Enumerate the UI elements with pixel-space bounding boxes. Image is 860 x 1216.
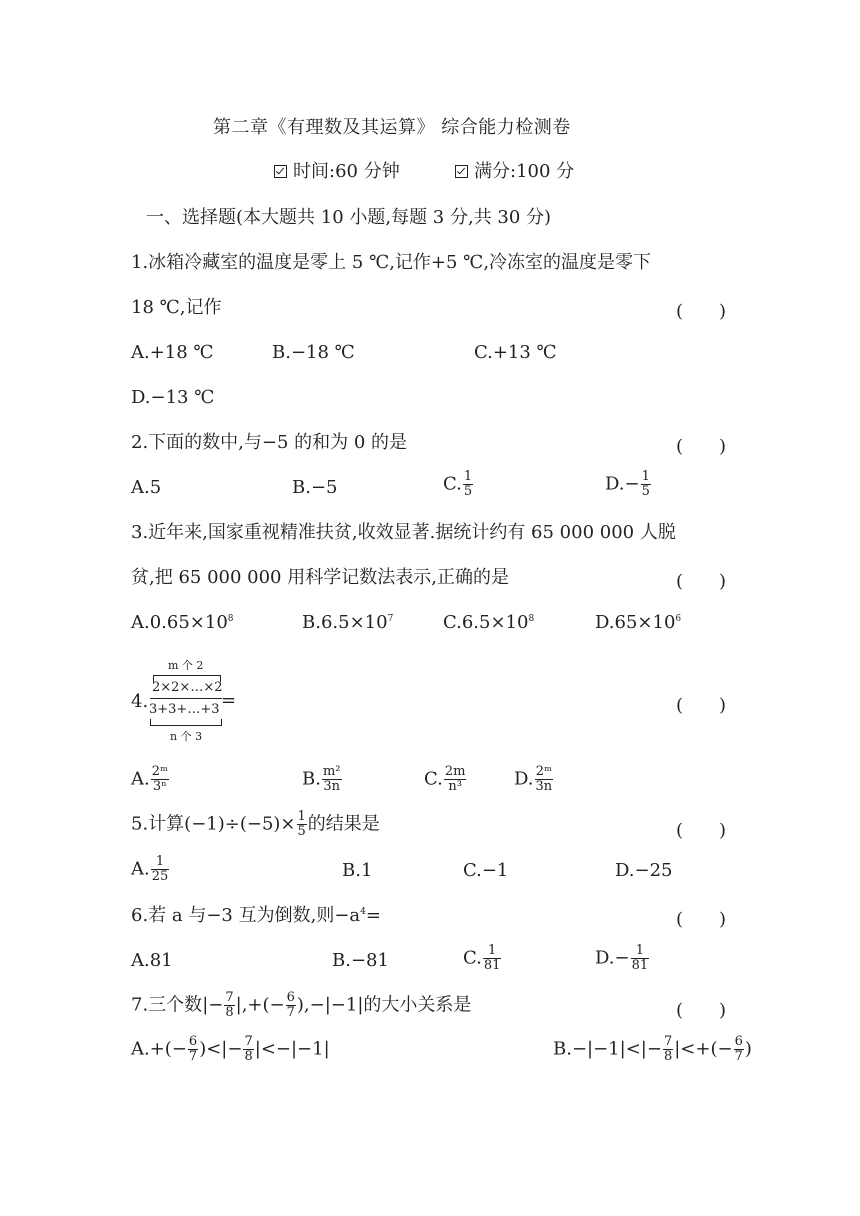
question-4-number: 4. [131, 691, 149, 712]
question-1-option-d: D.−13 ℃ [131, 387, 215, 408]
answer-blank: ( ) [676, 436, 727, 457]
question-3-stem-line2: 贫,把 65 000 000 用科学记数法表示,正确的是 [131, 567, 509, 588]
page-title: 第二章《有理数及其运算》 综合能力检测卷 [213, 117, 571, 138]
question-3-option-d: $D.65\times 10^6$ [595, 612, 682, 633]
answer-blank: ( ) [676, 820, 727, 841]
answer-blank: ( ) [676, 909, 727, 930]
score-info: 满分:100 分 [455, 161, 574, 183]
question-6-option-b: B.−81 [332, 950, 389, 971]
question-7-option-b: B.−|−1|<|− $\frac{7}{8}$ |<+(− $\frac{6}{7}$ ) [553, 1034, 752, 1064]
question-4-option-b: B. $\frac{\text{m²}}{3n}$ [302, 764, 341, 794]
section-heading: 一、选择题(本大题共 10 小题,每题 3 分,共 30 分) [146, 207, 552, 228]
answer-blank: ( ) [676, 1000, 727, 1021]
question-4-equals: = [221, 690, 237, 711]
question-1-option-a: A.+18 ℃ [131, 342, 214, 363]
question-2-stem: 2.下面的数中,与−5 的和为 0 的是 [131, 432, 408, 453]
question-4-top-note: m 个 2 [168, 659, 204, 672]
question-4-numerator: 2×2×…×2 [152, 680, 223, 695]
question-6-option-d: D.− $\frac{1}{81}$ [595, 943, 649, 973]
underbrace [150, 719, 222, 726]
question-2-option-c: C. $\frac{1}{5}$ [443, 469, 473, 499]
question-3-option-a: $A.0.65\times 10^8$ [131, 612, 234, 633]
question-1-stem-line1: 1.冰箱冷藏室的温度是零上 5 ℃,记作+5 ℃,冷冻室的温度是零下 [131, 252, 652, 273]
question-4-bottom-note: n 个 3 [170, 730, 203, 743]
question-5-stem: 5.计算(−1)÷(−5)× $\frac{1}{5}$ 的结果是 [131, 809, 380, 839]
fraction-bar [150, 698, 222, 699]
question-6-option-a: A.81 [131, 950, 173, 971]
question-2-option-d: D.− $\frac{1}{5}$ [605, 469, 650, 499]
question-5-option-a: A. $\frac{1}{25}$ [131, 854, 169, 884]
question-6-stem: 6.若 a 与−3 互为倒数,则$-a^4=$ [131, 905, 381, 926]
question-7-stem: 7.三个数|− $\frac{7}{8}$ |,+(− $\frac{6}{7}$ ),−|−1|的大小关系是 [131, 990, 472, 1020]
question-4-option-c: C. $\frac{2m}{\text{n³}}$ [424, 764, 466, 794]
question-5-option-b: B.1 [342, 860, 373, 881]
question-4-denominator: 3+3+…+3 [149, 702, 220, 717]
question-3-option-b: $B.6.5\times 10^7$ [302, 612, 394, 633]
question-1-option-b: B.−18 ℃ [272, 342, 355, 363]
checkbox-icon [274, 165, 287, 178]
answer-blank: ( ) [676, 695, 727, 716]
question-3-stem-line1: 3.近年来,国家重视精准扶贫,收效显著.据统计约有 65 000 000 人脱 [131, 522, 676, 543]
question-2-option-a: A.5 [131, 477, 162, 498]
question-2-option-b: B.−5 [292, 477, 338, 498]
question-5-option-c: C.−1 [463, 860, 509, 881]
answer-blank: ( ) [676, 571, 727, 592]
question-1-stem-line2: 18 ℃,记作 [131, 297, 222, 318]
question-6-option-c: C. $\frac{1}{81}$ [463, 943, 501, 973]
question-1-option-c: C.+13 ℃ [474, 342, 557, 363]
question-7-option-a: A.+(− $\frac{6}{7}$ )<|− $\frac{7}{8}$ |<−|−1| [131, 1034, 330, 1064]
question-3-option-c: $C.6.5\times 10^8$ [443, 612, 535, 633]
time-info: 时间:60 分钟 [274, 161, 400, 183]
answer-blank: ( ) [676, 301, 727, 322]
question-4-option-a: A. $\frac{\text{2ᵐ}}{\text{3ⁿ}}$ [131, 764, 168, 794]
checkbox-icon [455, 165, 468, 178]
question-4-option-d: D. $\frac{\text{2ᵐ}}{3n}$ [514, 764, 553, 794]
question-5-option-d: D.−25 [615, 860, 673, 881]
